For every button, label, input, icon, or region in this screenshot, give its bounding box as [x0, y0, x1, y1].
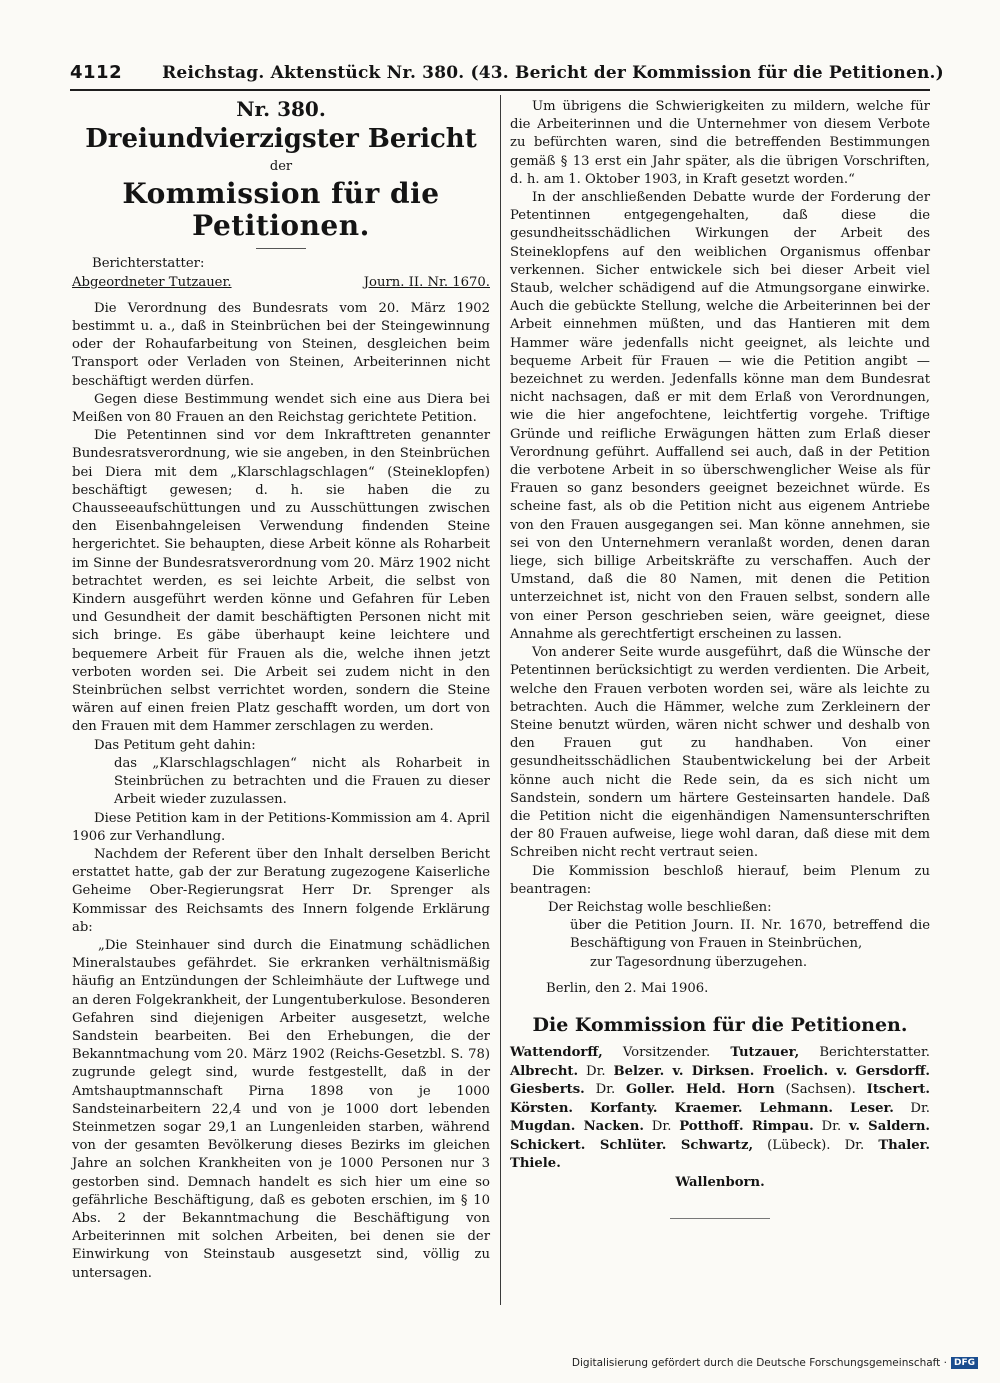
column-divider — [500, 95, 501, 1305]
paragraph: Die Verordnung des Bundesrats vom 20. März 1902 bestimmt u. a., daß in Steinbrüchen bei der Steingewinnung oder der Rohaufarbeitung von Steinen, desgleichen beim Transport oder Verladen von Steinen, Arbeiterinnen nicht beschäftigt werden dürfen. — [72, 300, 490, 389]
report-title: Dreiundvierzigster Bericht — [85, 124, 477, 155]
dfg-logo-icon: DFG — [951, 1357, 978, 1369]
member-name: Mugdan. Nacken. — [510, 1119, 644, 1135]
document-number: Nr. 380. — [236, 97, 326, 121]
committee-heading: Die Kommission für die Petitionen. — [532, 1013, 908, 1036]
member-name: Thaler. Thiele. — [510, 1137, 930, 1172]
right-column — [510, 98, 930, 1219]
member-name: v. Saldern. Schickert. Schlüter. Schwartz, — [510, 1119, 930, 1153]
commission-title: Kommission für die Petitionen. — [122, 177, 440, 243]
left-column — [72, 98, 490, 1283]
quoted-declaration: „Die Steinhauer sind durch die Einatmung schädlichen Mineralstaubes gefährdet. Sie erkranken verhältnismäßig häufig an Entzündungen der Schleimhäute der Luftwege und an deren Folgekrankheit, der Lungentuberkulose. Besonderen Gefahren sind diejenigen Arbeiter ausgesetzt, welche Sandstein bearbeiten. Bei den Erhebungen, die der Bekanntmachung vom 20. März 1902 (Reichs-Gesetzbl. S. 78) zugrunde gelegt sind, wurde festgestellt, daß in der Amtshauptmannschaft Pirna 1898 von je 1000 Sandsteinarbeitern 22,4 und von je 1000 dort lebenden Steinmetzen sogar 29,1 an Lungenleiden starben, während von der gesamten Bevölkerung dieses Bezirks im gleichen Jahre an solchen Krankheiten von je 1000 Personen nur 3 gestorben sind. Demnach handelt es sich hier um eine so gefährliche Beschäftigung, daß es geboten erschien, im § 10 Abs. 2 der Bekanntmachung die Beschäftigung von Arbeiterinnen mit solchen Arbeiten, bei denen sie der Einwirkung von Steinstaub ausgesetzt sind, völlig zu untersagen. — [72, 937, 490, 1281]
member-list — [510, 1044, 930, 1192]
member-name: Potthoff. Rimpau. — [679, 1119, 814, 1135]
member-note: (Sachsen). — [774, 1082, 867, 1098]
running-title: Reichstag. Aktenstück Nr. 380. (43. Bericht der Kommission für die Petitionen.) — [162, 63, 944, 83]
title-connector: der — [269, 159, 293, 175]
digitization-footer — [572, 1357, 978, 1369]
member-title: Dr. — [578, 1063, 614, 1079]
paragraph: Nachdem der Referent über den Inhalt derselben Bericht erstattet hatte, gab der zur Beratung zugezogene Kaiserliche Geheime Ober-Regierungsrat Herr Dr. Sprenger als Kommissar des Reichsamts des Innern folgende Erklärung ab: — [72, 846, 490, 935]
paragraph: Gegen diese Bestimmung wendet sich eine aus Diera bei Meißen von 80 Frauen an den Reichstag gerichtete Petition. — [72, 391, 490, 426]
reporter-name: Abgeordneter Tutzauer. — [72, 274, 232, 290]
paragraph: Das Petitum geht dahin: — [94, 737, 256, 753]
member-name: Tutzauer, — [730, 1045, 800, 1061]
paragraph: Diese Petition kam in der Petitions-Kommission am 4. April 1906 zur Verhandlung. — [72, 810, 490, 844]
page-header — [70, 55, 944, 91]
paragraph: Von anderer Seite wurde ausgeführt, daß die Wünsche der Petentinnen berücksichtigt zu werden verdienten. Die Arbeit, welche den Frauen verboten worden sei, wäre als leichte zu betrachten. Auch die Hämmer, welche zum Zerkleinern der Steine benutzt würden, wären nicht schwer und deshalb von den Frauen gut zu handhaben. Von einer gesundheitsschädlichen Staubentwickelung bei der Arbeit könne auch nicht die Rede sein, da es sich nicht um Sandstein, sondern um härtere Gesteinsarten handele. Daß die Petition nicht die eigenhändigen Namensunterschriften der 80 Frauen aufweise, liege wohl daran, daß diese mit dem Schreiben nicht recht vertraut seien. — [510, 645, 930, 861]
paragraph: Die Petentinnen sind vor dem Inkrafttreten genannter Bundesratsverordnung, wie sie angeben, in den Steinbrüchen bei Diera mit dem „Klarschlagschlagen“ (Steineklopfen) beschäftigt gewesen; d. h. sie haben die zu Chausseeaufschüttungen und zu Ausschüttungen zwischen den Eisenbahngeleisen Verwendung findenden Steine hergerichtet. Sie behaupten, diese Arbeit könne als Roharbeit im Sinne der Bundesratsverordnung vom 20. März 1902 nicht betrachtet werden, es sei leichte Arbeit, die selbst von Kindern ausgeführt werden könne und Gefahren für Leben und Gesundheit der damit beschäftigten Personen nicht mit sich bringe. Es gäbe überhaupt keine leichtere und bequemere Arbeit für Frauen als die, welche ihnen jetzt verboten worden sei. Die Arbeit sei zudem nicht in den Steinbrüchen selbst verrichtet worden, sondern die Steine wären auf einen freien Platz geschafft worden, um dort von den Frauen mit dem Hammer zerschlagen zu werden. — [72, 428, 490, 735]
reporter-line — [72, 274, 490, 292]
member-role: Berichterstatter. — [799, 1045, 931, 1061]
paragraph: In der anschließenden Debatte wurde der Forderung der Petentinnen entgegengehalten, daß diese die gesundheitsschädlichen Wirkungen der Arbeit des Steineklopfens auf den weiblichen Organismus offenbar verkennen. Sicher entwickele sich bei dieser Arbeit viel Staub, welcher schädigend auf die Atmungsorgane einwirke. Auch die gebückte Stellung, welche die Arbeiterinnen bei der Arbeit einnehmen müßten, und das Hantieren mit dem Hammer wäre jedenfalls nicht geeignet, als leichte und bequeme Arbeit für Frauen — wie die Petition angibt — bezeichnet zu werden. Jedenfalls könne man dem Bundesrat nicht nachsagen, daß er mit dem Erlaß von Verordnungen, wie die hier angefochtene, leichtfertig vorgehe. Triftige Gründe und reifliche Erwägungen hätten zum Erlaß dieser Verordnung geführt. Auffallend sei auch, daß in der Petition die verbotene Arbeit in so überschwenglicher Weise als für Frauen so ganz besonders geeignet bezeichnet würde. Es scheine fast, als ob die Petition nicht aus eigenem Antriebe von den Frauen ausgegangen sei. Man könne annehmen, sie sei von den Unternehmern veranlaßt worden, denen daran liege, sich billige Arbeitskräfte zu verschaffen. Auch der Umstand, daß die 80 Namen, mit denen die Petition unterzeichnet ist, nicht von den Frauen selbst, sondern alle von einer Person geschrieben seien, wäre geeignet, diese Annahme als gerechtfertigt erscheinen zu lassen. — [510, 190, 930, 642]
petitum-text: das „Klarschlagschlagen“ nicht als Roharbeit in Steinbrüchen zu betrachten und die Frauen zu dieser Arbeit wieder zuzulassen. — [114, 755, 490, 808]
member-name: Wallenborn. — [675, 1174, 765, 1190]
member-name: Wattendorff, — [510, 1045, 603, 1061]
end-rule — [670, 1218, 770, 1219]
member-name: Belzer. v. Dirksen. Froelich. v. Gersdorff. Giesberts. — [510, 1063, 930, 1098]
motion-end: zur Tagesordnung überzugehen. — [590, 954, 808, 970]
member-note: (Lübeck). Dr. — [753, 1137, 879, 1153]
member-role: Vorsitzender. — [602, 1045, 731, 1061]
paragraph: Die Kommission beschloß hierauf, beim Plenum zu beantragen: — [510, 863, 930, 897]
journal-reference: Journ. II. Nr. 1670. — [363, 274, 490, 290]
member-title: Dr. — [643, 1119, 680, 1135]
reporter-label: Berichterstatter: — [92, 256, 205, 272]
page-number: 4112 — [70, 62, 123, 83]
member-title: Dr. — [584, 1082, 627, 1098]
motion-body: über die Petition Journ. II. Nr. 1670, betreffend die Beschäftigung von Frauen in Steinbrüchen, — [570, 918, 930, 952]
title-rule — [256, 248, 306, 249]
member-title: Dr. — [893, 1100, 930, 1116]
member-name: Goller. Held. Horn — [626, 1082, 775, 1098]
member-title: Dr. — [813, 1119, 850, 1135]
paragraph: Um übrigens die Schwierigkeiten zu mildern, welche für die Arbeiterinnen und die Unternehmer von diesem Verbote zu befürchten waren, sind die betreffenden Bestimmungen gemäß § 13 erst ein Jahr später, als die übrigen Vorschriften, d. h. am 1. Oktober 1903, in Kraft gesetzt worden.“ — [510, 99, 930, 187]
motion-intro: Der Reichstag wolle beschließen: — [548, 899, 772, 915]
date-line: Berlin, den 2. Mai 1906. — [546, 980, 709, 996]
member-name: Albrecht. — [510, 1063, 579, 1079]
footer-text: Digitalisierung gefördert durch die Deutsche Forschungsgemeinschaft · — [571, 1357, 947, 1369]
member-name: Itschert. Körsten. Korfanty. Kraemer. Lehmann. Leser. — [510, 1082, 930, 1116]
